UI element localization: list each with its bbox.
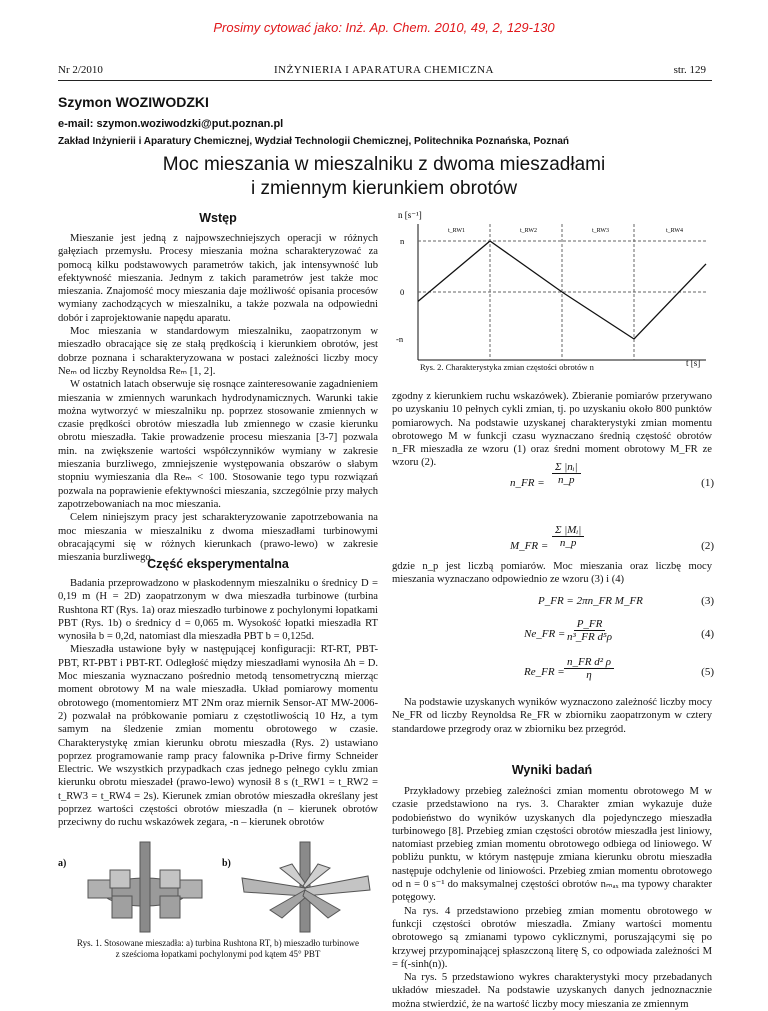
eq4-number: (4): [701, 628, 714, 640]
series-segment: [562, 292, 634, 339]
eq-after-text: [392, 696, 712, 736]
issue-number: Nr 2/2010: [58, 64, 103, 76]
series-segment: [490, 241, 562, 292]
rushton-turbine-image: [70, 840, 220, 935]
page-number: str. 129: [673, 64, 706, 76]
eq2-fraction: [552, 524, 584, 549]
phase-label: t_RW2: [520, 228, 538, 234]
eq5-denominator: η: [586, 669, 592, 681]
phase-label: t_RW4: [666, 228, 684, 234]
eq-mid-text: [392, 560, 712, 587]
eq2-numerator: Σ |Mᵢ|: [552, 524, 584, 537]
eq4-denominator: n³_FR d⁵ρ: [567, 631, 613, 643]
eq4-numerator: P_FR: [574, 618, 606, 631]
series-segment: [634, 264, 706, 339]
phase-label: t_RW3: [592, 228, 610, 234]
eq1-lhs: n_FR =: [510, 477, 545, 489]
frequency-chart: [392, 208, 714, 388]
method-paragraph: zgodny z kierunkiem ruchu wskazówek). Zbieranie pomiarów przerywano po uzyskaniu 10 pełnych cykli zmian, tj. po uzyskaniu około 800 punktów pomiarowych. Na podstawie uzyskanej charakterystyki zmian momentu obrotowego M w funkcji czasu wyznaczano średnią częstość obrotów n_FR mieszadła ze wzoru (1) oraz średni moment obrotowy M_FR ze wzoru (2).: [392, 391, 712, 469]
equation-3: [392, 595, 714, 611]
y-tick-zero: 0: [400, 287, 405, 297]
eq5-fraction: [564, 656, 614, 681]
experimental-text: [58, 577, 378, 830]
fig2-caption: Rys. 2. Charakterystyka zmian częstości obrotów n: [420, 362, 594, 372]
exp-paragraph: Badania przeprowadzono w płaskodennym mieszalniku o średnicy D = 0,19 m (H = 2D) zaopatrzonym w dwa mieszadła turbinowe (turbina Rushtona RT (Rys. 1a) oraz mieszadło turbinowe z pochylonymi łopatkami PBT (Rys. 1b) o średnicy d = 0,065 m. Wysokość łopatki mieszadła RT wynosiła b = 0,2d, natomiast dla mieszadła PBT b = 0,125d.: [58, 578, 378, 643]
fig1-caption-line-1: Rys. 1. Stosowane mieszadła: a) turbina Rushtona RT, b) mieszadło turbinowe: [76, 938, 360, 948]
header-rule: [58, 80, 712, 81]
eq1-numerator: Σ |nᵢ|: [552, 461, 581, 474]
equation-4: [392, 618, 714, 654]
eq2-number: (2): [701, 540, 714, 552]
y-axis-label: n [s⁻¹]: [398, 210, 422, 220]
x-axis-label: t [s]: [686, 358, 701, 368]
y-tick-minus-n: -n: [396, 334, 404, 344]
y-tick-n: n: [400, 236, 405, 246]
eq4-fraction: [564, 618, 615, 643]
exp-paragraph: Mieszadła ustawione były w następującej konfiguracji: RT-RT, PBT-PBT, RT-PBT i PBT-RT. Odległość między mieszadłami wynosiła Δh = D. Moc mieszania wyznaczano pośrednio metodą tensometryczną mierząc moment obrotowy M na wale mieszadła. Układ pomiarowy momentu obrotowego (momentomierz MT 2Nm oraz miernik Sensor-AT MW-2006-2) pozwalał na próbkowanie pomiaru z częstotliwością 10 Hz, a tym samym na śledzenie zmian momentu obrotowego w czasie. Charakterystykę zmian kierunku obrotu mieszadła (Rys. 2) ustawiano poprzez programowanie ramp pracy falownika p-Drive firmy Schneider Electric. We wszystkich przypadkach czas jednego pełnego cyklu zmian kierunku obrotu mieszadeł (prawo-lewo) wynosił 8 s (t_RW1 = t_RW2 = t_RW3 = t_RW4 = 2s). Kierunek zmian obrotów mieszadła określany jest poprzez wartości częstości obrotów mieszadła (n – kierunek obrotów przeciwny do ruchu wskazówek zegara, -n – kierunek obrotów: [58, 644, 378, 829]
fig1-label-a: a): [58, 858, 67, 869]
title-line-1: Moc mieszania w mieszalniku z dwoma mieszadłami: [162, 154, 606, 175]
fig1-label-b: b): [222, 858, 231, 869]
eq5-number: (5): [701, 666, 714, 678]
fig1-caption-line-2: z sześcioma łopatkami pochylonymi pod kątem 45° PBT: [115, 949, 321, 959]
section-intro-heading: Wstęp: [199, 211, 237, 225]
paper-title: [0, 153, 768, 201]
eq4-lhs: Ne_FR =: [524, 628, 566, 640]
intro-paragraph: Moc mieszania w standardowym mieszalniku, zaopatrzonym w mieszadło obracające się ze stałą prędkością i kierunkiem obrotów, jest dobrze poznana i scharakteryzowana w postaci zależności liczby mocy Neₘ od liczby Reynoldsa Reₘ [1, 2].: [58, 326, 378, 377]
equation-2: [392, 520, 714, 564]
results-paragraph: Na rys. 5 przedstawiono wykres charakterystyki mocy przebadanych układów mieszadeł. Na podstawie uzyskanych danych jednoznacznie można stwierdzić, że na wartość liczby mocy mieszania ze zmiennym: [392, 972, 712, 1010]
eq1-number: (1): [701, 477, 714, 489]
eq3-number: (3): [701, 595, 714, 607]
eq2-lhs: M_FR =: [510, 540, 549, 552]
intro-paragraph: Celem niniejszym pracy jest scharakteryzowanie zapotrzebowania na moc mieszania w mieszalniku z dwoma mieszadłami turbinowymi obracającymi się w różnych kierunkach (prawo-lewo) w zakresie mieszania burzliwego.: [58, 512, 378, 564]
section-results-heading: Wyniki badań: [511, 763, 593, 777]
journal-name: INŻYNIERIA I APARATURA CHEMICZNA: [273, 64, 495, 76]
results-text: [392, 785, 712, 1011]
fig1-caption: [58, 938, 378, 960]
eq2-denominator: n_p: [559, 537, 577, 549]
results-paragraph: Na rys. 4 przedstawiono przebieg zmian momentu obrotowego w funkcji częstości obrotów mieszadła. Zmiany wartości momentu obrotowego są zmianami typowo cyklicznymi, poruszającymi się po krzywej przypominającej spłaszczoną literę S, co odpowiada zależności M = f(-sinh(n)).: [392, 905, 712, 970]
eq5-numerator: n_FR d² ρ: [564, 656, 614, 669]
pbt-impeller-image: [230, 840, 380, 935]
equation-1: [392, 457, 714, 519]
intro-paragraph: Mieszanie jest jedną z najpowszechniejszych operacji w różnych gałęziach przemysłu. Procesy mieszania można scharakteryzować za pomocą kilku podstawowych parametrów takich, jak intensywność lub efektywność mieszania. Jednym z takich parametrów jest także moc mieszania. Znajomość mocy mieszania daje możliwość opisania procesów wymiany zachodzących w mieszalniku, a także pozwala na odpowiedni dobór i zaprojektowanie napędu aparatu.: [58, 233, 378, 324]
citation-banner: Prosimy cytować jako: Inż. Ap. Chem. 2010, 49, 2, 129-130: [213, 20, 555, 35]
eq-after-paragraph: Na podstawie uzyskanych wyników wyznaczono zależność liczby mocy Ne_FR od liczby Reynoldsa Re_FR w zbiorniku zaopatrzonym w cztery standardowe przegrody oraz w zbiorniku bez przegród.: [392, 697, 712, 735]
eq3-body: P_FR = 2πn_FR M_FR: [538, 595, 643, 607]
eq5-lhs: Re_FR =: [524, 666, 565, 678]
title-line-2: i zmiennym kierunkiem obrotów: [250, 178, 518, 199]
intro-paragraph: W ostatnich latach obserwuje się rosnące zainteresowanie zagadnieniem mieszania w zmiennych warunkach hydrodynamicznych. Warunki takie można wytworzyć w mieszalniku np. poprzez stosowanie zmiennych w czasie prędkości obrotów mieszadła lub zmiennego w czasie kierunku obrotu mieszadła. Takie prowadzenie procesu mieszania [3-7] pozwala min. na zwiększenie wartości współczynników wymiany w zakresie mieszania burzliwego, zmniejszenie występowania obszarów o słabym stopniu wymieszania dla Reₘ < 100. Stosowanie tego typu rozwiązań pozwala na poprawienie efektywności mieszania, szczególnie przy małych zapotrzebowaniach na moc mieszania.: [58, 379, 378, 510]
eq-mid-paragraph: gdzie n_p jest liczbą pomiarów. Moc mieszania oraz liczbę mocy mieszania wyznaczano odpowiednio ze wzoru (3) i (4): [392, 561, 712, 586]
author-email[interactable]: e-mail: szymon.woziwodzki@put.poznan.pl: [58, 118, 284, 130]
intro-text: [58, 232, 378, 564]
affiliation: Zakład Inżynierii i Aparatury Chemicznej, Wydział Technologii Chemicznej, Politechnika Poznańska, Poznań: [58, 136, 570, 147]
author-name: Szymon WOZIWODZKI: [58, 94, 209, 110]
eq1-denominator: n_p: [558, 474, 575, 486]
equation-5: [392, 656, 714, 692]
eq1-fraction: [552, 461, 581, 486]
results-paragraph: Przykładowy przebieg zależności zmian momentu obrotowego M w czasie przedstawiono na rys. 3. Charakter zmian wykazuje duże podobieństwo do wyników uzyskanych dla pojedynczego mieszadła turbinowego [8]. Przebieg zmian częstości obrotów mieszadła jest liniowy, natomiast przebieg zmian momentu obrotowego odbiega od liniowego. W pobliżu punktu, w którym następuje zmiana kierunku obrotu mieszadła następuje odchylenie od liniowości. Przebieg zmian momentu obrotowego od n = 0 s⁻¹ do maksymalnej częstości obrotów nₘₐₓ ma typowy charakter potęgowy.: [392, 786, 712, 904]
section-experimental-heading: Część eksperymentalna: [147, 557, 289, 571]
phase-label: t_RW1: [448, 228, 466, 234]
